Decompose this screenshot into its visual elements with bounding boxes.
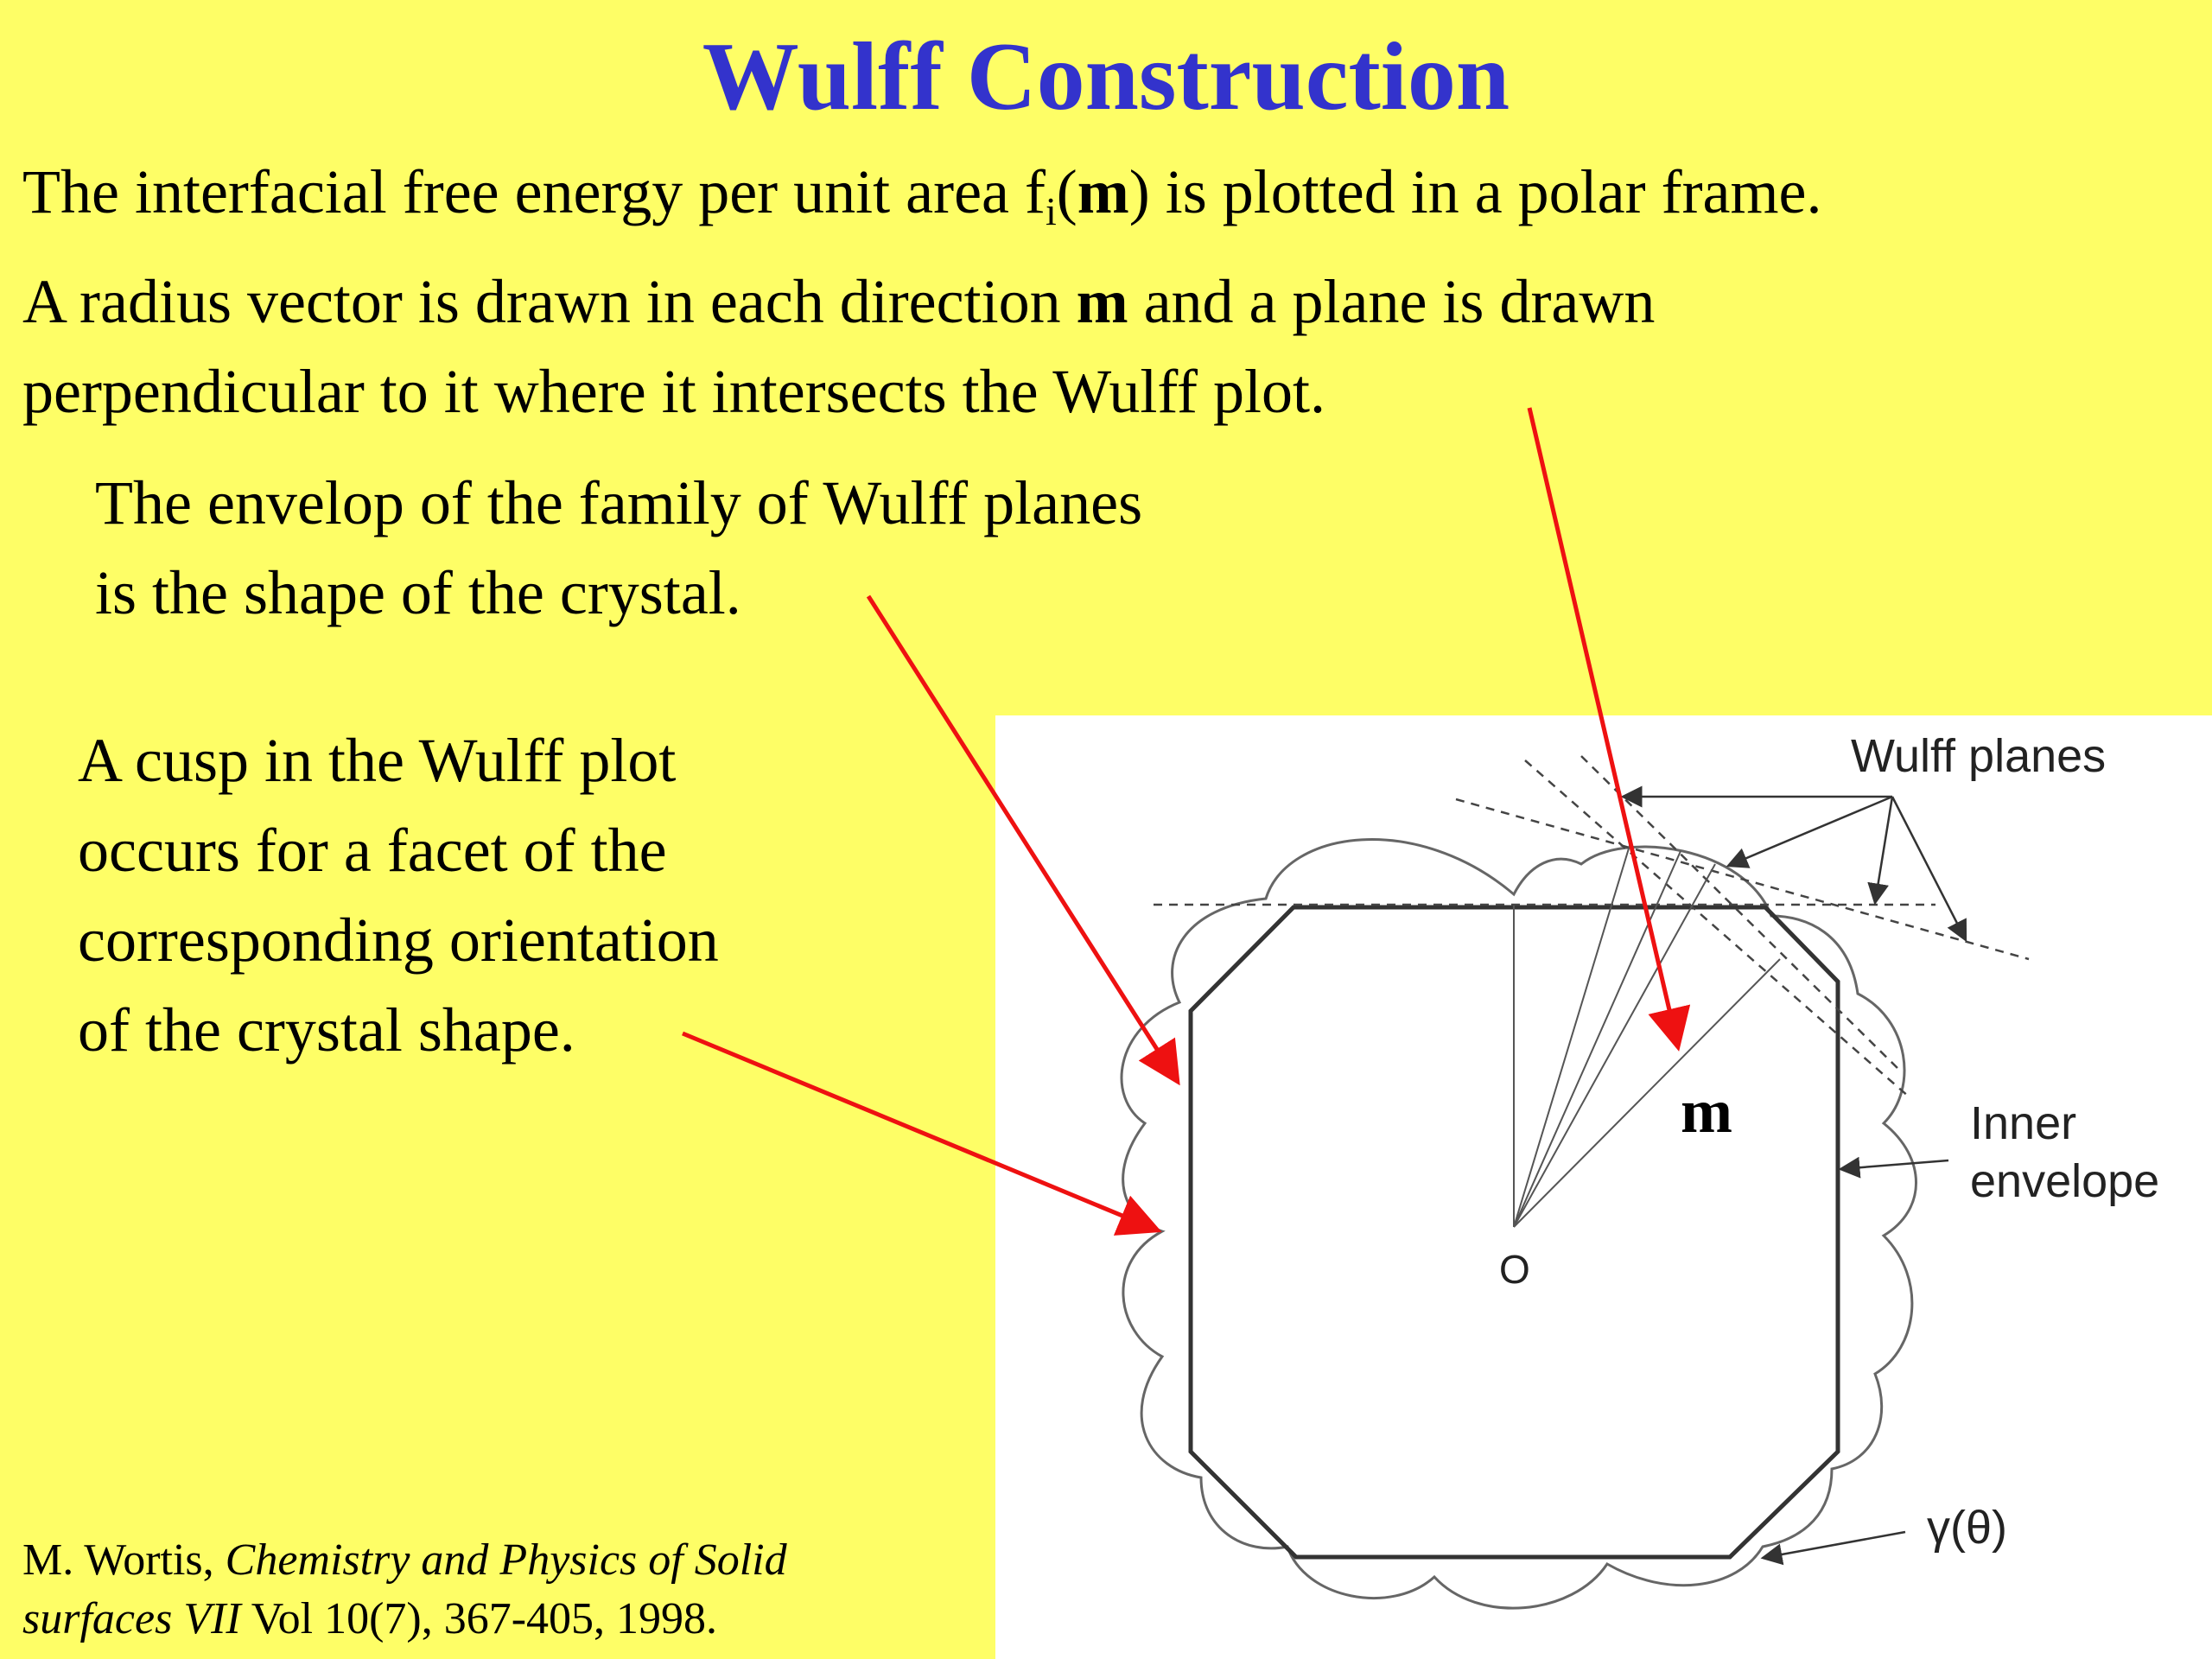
m-vector-label: m	[1681, 1077, 1732, 1146]
wulff-planes-label: Wulff planes	[1851, 730, 2107, 782]
cusp-line-1: A cusp in the Wulff plot	[78, 726, 677, 795]
radius-vectors	[1514, 840, 1780, 1227]
intro-line-1: The interfacial free energy per unit area $f_i(m)$ is plotted in a polar frame.	[22, 157, 1822, 233]
intro-line-2: A radius vector is drawn in each direction m and a plane is drawn	[22, 267, 1656, 336]
envelop-line-1: The envelop of the family of Wulff planes	[95, 468, 1143, 537]
cusp-line-3: corresponding orientation	[78, 906, 719, 975]
envelop-line-2: is the shape of the crystal.	[95, 558, 741, 627]
gamma-theta-label: γ(θ)	[1927, 1502, 2007, 1554]
origin-label: O	[1499, 1247, 1530, 1292]
citation-line-1: M. Wortis, Chemistry and Physics of Solid	[22, 1535, 787, 1585]
cusp-line-4: of the crystal shape.	[78, 995, 575, 1065]
cusp-line-2: occurs for a facet of the	[78, 816, 667, 885]
diagram-callout-arrows	[1623, 797, 1966, 1558]
page-title: Wulff Construction	[702, 23, 1510, 130]
red-annotation-arrows	[683, 408, 1678, 1230]
inner-label: Inner	[1970, 1097, 2077, 1149]
envelope-label: envelope	[1970, 1155, 2160, 1207]
citation-line-2: surfaces VII Vol 10(7), 367-405, 1998.	[22, 1594, 718, 1643]
intro-line-3: perpendicular to it where it intersects the Wulff plot.	[22, 357, 1325, 426]
